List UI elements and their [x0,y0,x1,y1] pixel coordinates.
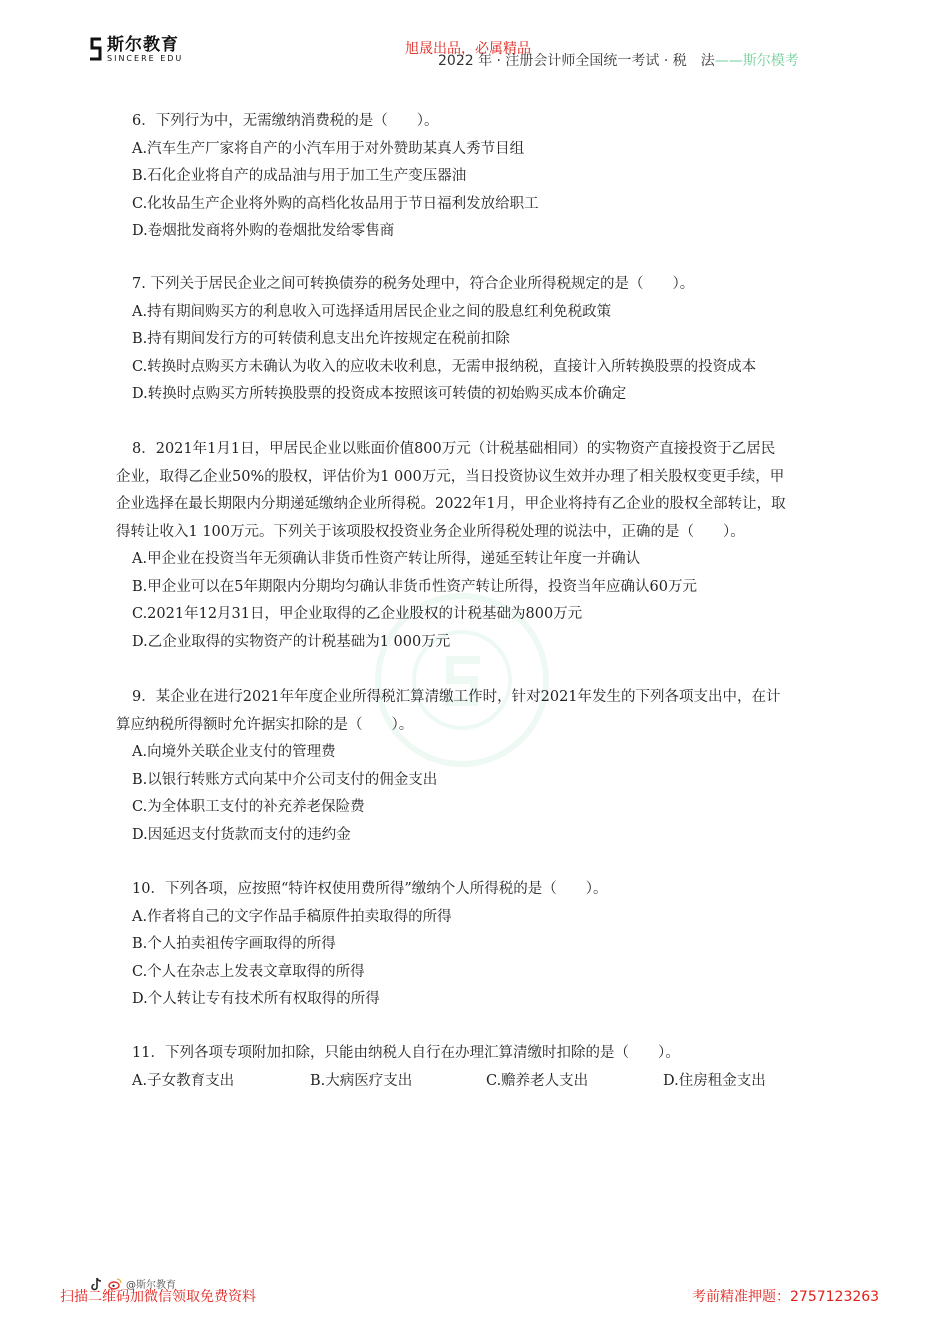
logo-name-en: SINCERE EDU [107,54,184,63]
option-a: A.作者将自己的文字作品手稿原件拍卖取得的所得 [132,908,452,925]
question-stem: 11．下列各项专项附加扣除，只能由纳税人自行在办理汇算清缴时扣除的是（ ）。 [132,1045,680,1061]
option-a: A.持有期间购买方的利息收入可选择适用居民企业之间的股息红利免税政策 [132,303,612,320]
option-a: A.子女教育支出 [132,1072,235,1089]
option-b: B.大病医疗支出 [310,1072,413,1089]
logo [88,36,183,64]
question-stem-line: 8．2021年1月1日，甲居民企业以账面价值800万元（计税基础相同）的实物资产直接投资于乙居民 [132,441,776,457]
option-b: B.持有期间发行方的可转债利息支出允许按规定在税前扣除 [132,331,510,347]
exam-title [438,50,799,70]
option-b: B.以银行转账方式向某中介公司支付的佣金支出 [132,771,438,788]
footer-promo-right: 考前精准押题：2757123263 [692,1289,880,1305]
question-6 [132,108,852,246]
question-10 [132,876,852,1014]
option-d: D.卷烟批发商将外购的卷烟批发给零售商 [132,223,395,239]
option-c: C.2021年12月31日，甲企业取得的乙企业股权的计税基础为800万元 [132,606,583,622]
question-11 [132,1040,852,1095]
red-stamp-text: 旭晟出品，必属精品 [405,41,531,57]
question-8 [116,436,856,656]
logo-s-icon [88,36,104,62]
option-b: B.石化企业将自产的成品油与用于加工生产变压器油 [132,168,467,184]
social-handle: @斯尔教育 [126,1280,176,1291]
option-d: D.个人转让专有技术所有权取得的所得 [132,991,380,1007]
question-9 [116,684,856,849]
option-b: B.甲企业可以在5年期限内分期均匀确认非货币性资产转让所得，投资当年应确认60万元 [132,578,697,595]
option-a: A.向境外关联企业支付的管理费 [132,744,336,760]
option-d: D.乙企业取得的实物资产的计税基础为1 000万元 [132,633,451,650]
option-a: A.汽车生产厂家将自产的小汽车用于对外赞助某真人秀节目组 [132,140,525,157]
question-stem-line: 得转让收入1 100万元。下列关于该项股权投资业务企业所得税处理的说法中，正确的是（ ）。 [116,523,745,540]
option-d: D.转换时点购买方所转换股票的投资成本按照该可转债的初始购买成本价确定 [132,386,627,402]
logo-name-cn: 斯尔教育 [107,35,179,55]
question-stem: 6．下列行为中，无需缴纳消费税的是（ ）。 [132,113,439,129]
question-stem-line: 企业，取得乙企业50%的股权，评估价为1 000万元，当日投资协议生效并办理了相关股权变更手续，甲 [116,468,785,485]
options-row [132,1068,852,1096]
option-d: D.住房租金支出 [663,1072,766,1089]
question-stem: 10．下列各项，应按照“特许权使用费所得”缴纳个人所得税的是（ ）。 [132,881,608,897]
option-d: D.因延迟支付货款而支付的违约金 [132,826,351,843]
question-stem: 7. 下列关于居民企业之间可转换债券的税务处理中，符合企业所得税规定的是（ ）。 [132,276,695,292]
question-stem-line: 企业选择在最长期限内分期递延缴纳企业所得税。2022年1月，甲企业将持有乙企业的股权全部转让，取 [116,496,786,512]
question-stem-line: 算应纳税所得额时允许据实扣除的是（ ）。 [116,716,414,733]
question-stem-line: 9．某企业在进行2021年年度企业所得税汇算清缴工作时，针对2021年发生的下列各项支出中，在计 [132,689,781,705]
question-7 [132,271,852,409]
option-c: C.化妆品生产企业将外购的高档化妆品用于节日福利发放给职工 [132,195,539,212]
exam-brand: ——斯尔模考 [714,53,799,69]
option-c: C.赡养老人支出 [486,1072,589,1089]
option-a: A.甲企业在投资当年无须确认非货币性资产转让所得，递延至转让年度一并确认 [132,551,641,567]
option-c: C.个人在杂志上发表文章取得的所得 [132,963,365,980]
option-b: B.个人拍卖祖传字画取得的所得 [132,936,336,952]
option-c: C.转换时点购买方未确认为收入的应收未收利息，无需申报纳税，直接计入所转换股票的投资成本 [132,358,757,375]
option-c: C.为全体职工支付的补充养老保险费 [132,799,365,815]
footer-promo-left: 扫描二维码加微信领取免费资料 [60,1289,256,1305]
exam-title-text: 2022 年 · 注册会计师全国统一考试 · 税 法 [438,53,715,69]
